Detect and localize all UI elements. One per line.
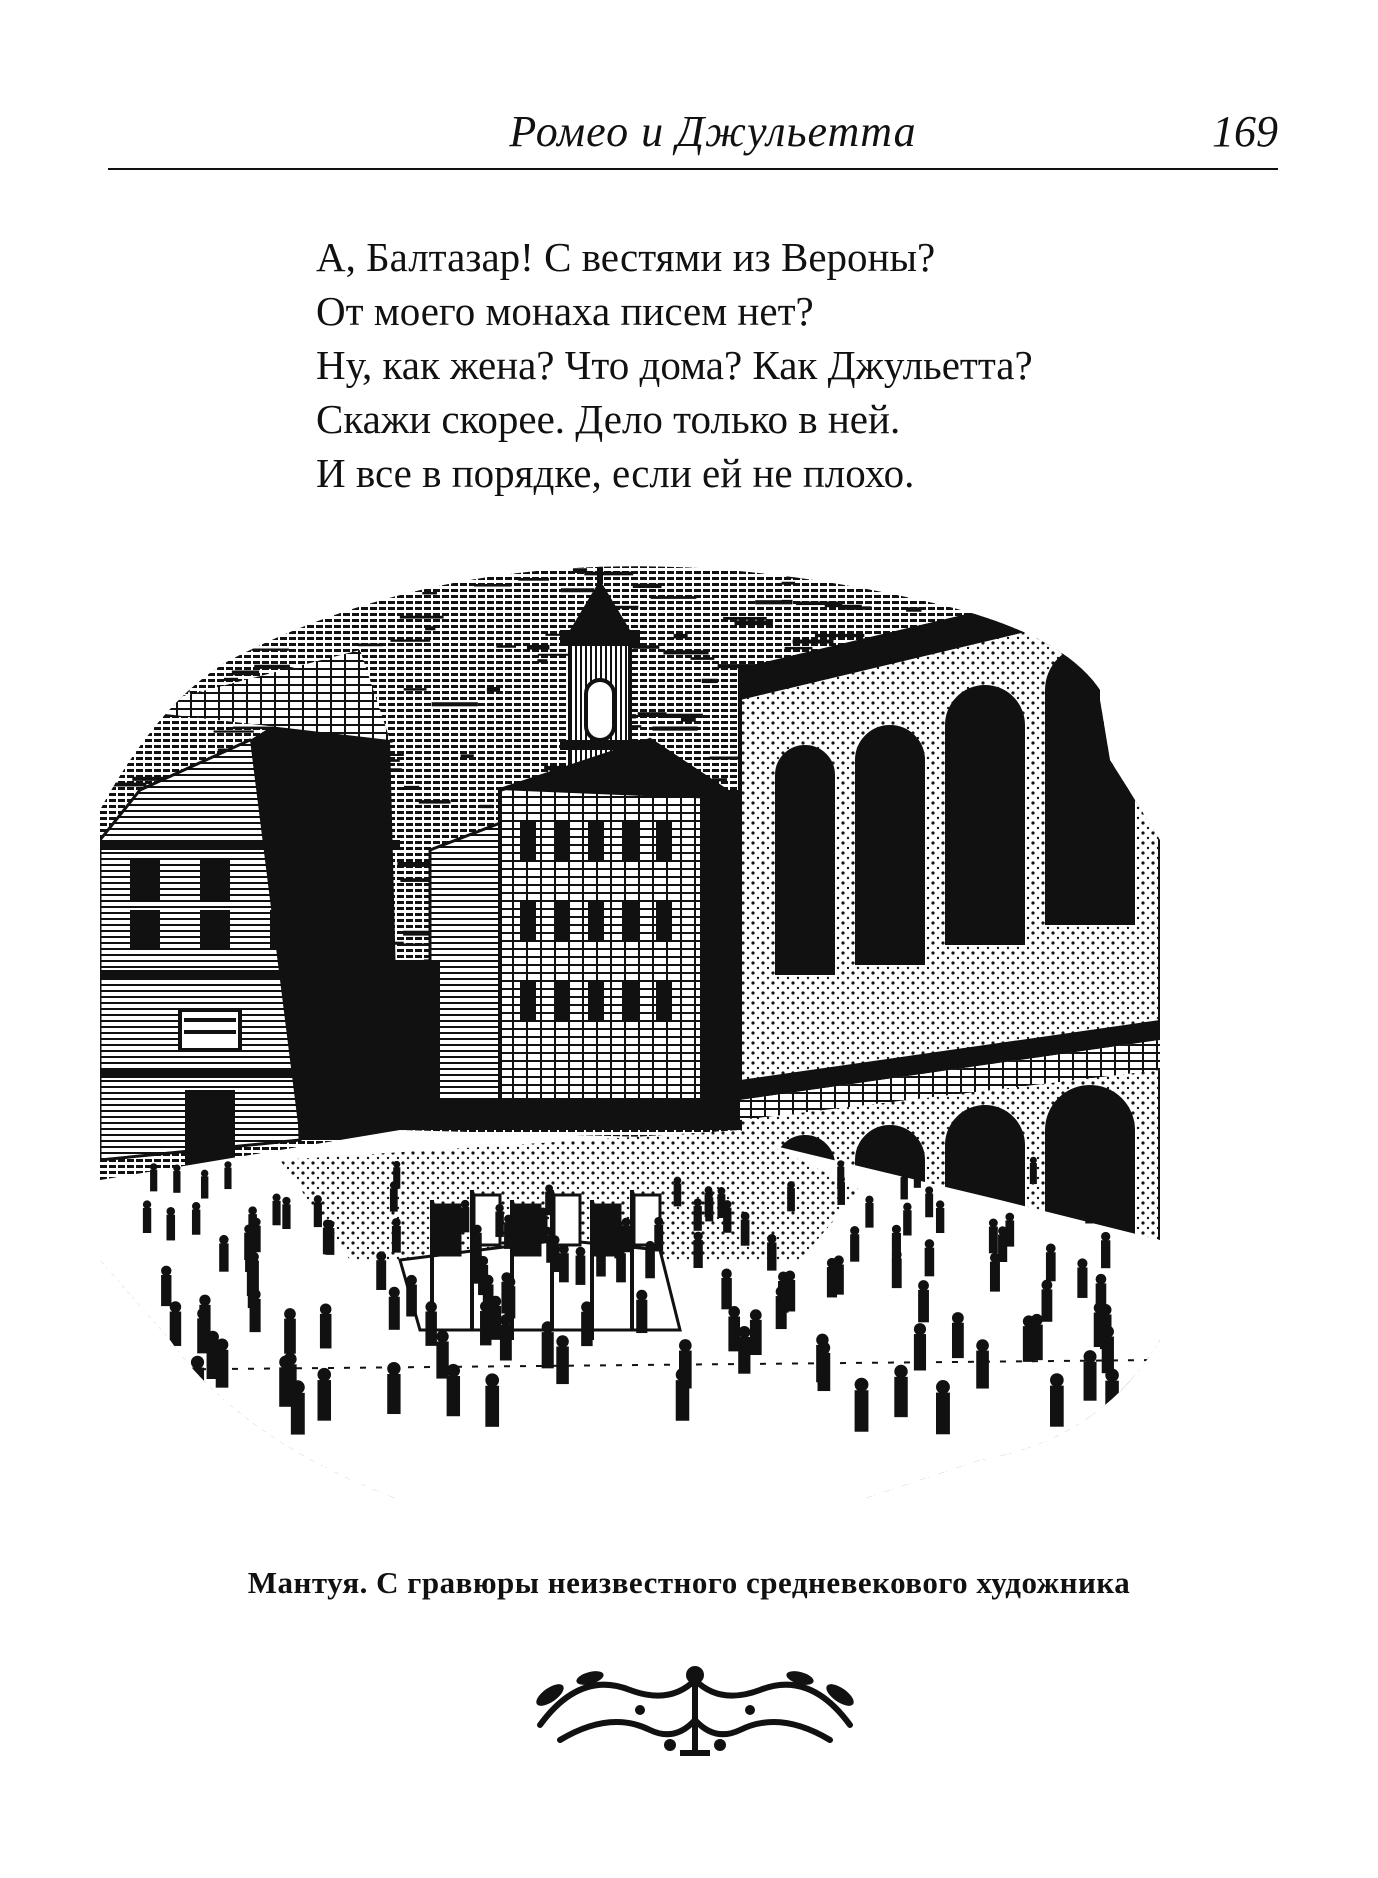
verse-line-2: От моего монаха писем нет? [316,288,814,334]
verse-line-3: Ну, как жена? Что дома? Как Джульетта? [316,342,1033,388]
engraving-illustration [100,540,1280,1500]
header-rule [108,168,1278,170]
verse-stanza [316,230,1216,500]
engraving-scene [100,540,1280,1500]
illustration-caption: Мантуя. С гравюры неизвестного средневекового художника [247,1565,1131,1600]
verse-line-1: А, Балтазар! С вестями из Вероны? [316,234,936,280]
page-number: 169 [1212,107,1278,156]
running-head [108,100,1278,180]
verse-line-5: И все в порядке, если ей не плохо. [316,450,915,496]
engraving-image [100,540,1280,1500]
verse-line-4: Скажи скорее. Дело только в ней. [316,396,901,442]
floral-ornament-icon [520,1650,870,1760]
running-title: Ромео и Джульетта [509,107,917,156]
